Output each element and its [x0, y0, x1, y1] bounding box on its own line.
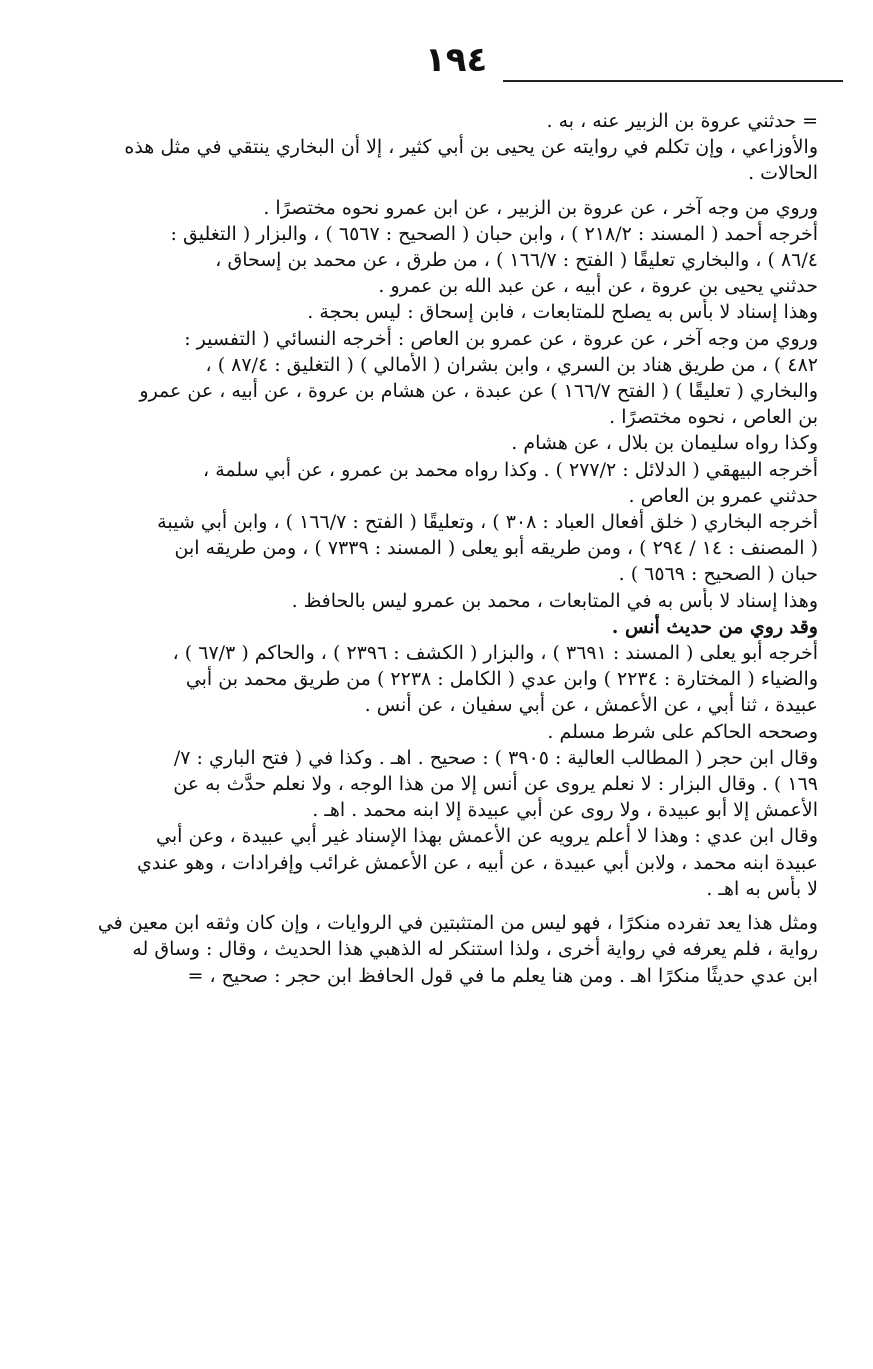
text-line: أخرجه البخاري ( خلق أفعال العباد : ٣٠٨ ) ، وتعليقًا ( الفتح : ١٦٦/٧ ) ، وابن أبي شيبة [157, 511, 818, 534]
paragraph-gap [96, 187, 818, 195]
text-line: حدثني عمرو بن العاص . [628, 484, 818, 507]
text-line: بن العاص ، نحوه مختصرًا . [609, 406, 818, 429]
text-line: ١٦٩ ) . وقال البزار : لا نعلم يروى عن أنس إلا من هذا الوجه ، ولا نعلم حدَّث به عن [173, 773, 818, 796]
text-line: وهذا إسناد لا بأس به يصلح للمتابعات ، فابن إسحاق : ليس بحجة . [307, 301, 818, 324]
text-line: ٤٨٢ ) ، من طريق هناد بن السري ، وابن بشران ( الأمالي ) ( التغليق : ٨٧/٤ ) ، [205, 353, 818, 376]
text-line: وقال ابن حجر ( المطالب العالية : ٣٩٠٥ ) : صحيح . اهـ . وكذا في ( فتح الباري : ٧/ [173, 746, 818, 769]
text-line: وروي من وجه آخر ، عن عروة ، عن عمرو بن العاص : أخرجه النسائي ( التفسير : [184, 327, 818, 350]
text-line: حدثني يحيى بن عروة ، عن أبيه ، عن عبد الله بن عمرو . [378, 275, 818, 298]
text-line: وقال ابن عدي : وهذا لا أعلم يرويه عن الأعمش بهذا الإسناد غير أبي عبيدة ، وعن أبي [156, 825, 818, 848]
text-line: وروي من وجه آخر ، عن عروة بن الزبير ، عن ابن عمرو نحوه مختصرًا . [263, 196, 818, 219]
text-line: الأعمش إلا أبو عبيدة ، ولا روى عن أبي عبيدة إلا ابنه محمد . اهـ . [312, 799, 818, 822]
text-line: حبان ( الصحيح : ٦٥٦٩ ) . [618, 563, 818, 586]
text-line: والأوزاعي ، وإن تكلم في روايته عن يحيى بن أبي كثير ، إلا أن البخاري ينتقي في مثل هذه [124, 136, 818, 159]
text-line: أخرجه البيهقي ( الدلائل : ٢٧٧/٢ ) . وكذا رواه محمد بن عمرو ، عن أبي سلمة ، [203, 458, 818, 481]
header-rule [503, 80, 843, 82]
text-line: = حدثني عروة بن الزبير عنه ، به . [546, 110, 818, 132]
text-line: وصححه الحاكم على شرط مسلم . [547, 720, 818, 743]
text-line: وهذا إسناد لا بأس به في المتابعات ، محمد بن عمرو ليس بالحافظ . [291, 589, 818, 612]
paragraph-gap [96, 902, 818, 910]
body-text [96, 108, 818, 989]
text-line: والبخاري ( تعليقًا ) ( الفتح ١٦٦/٧ ) عن عبدة ، عن هشام بن عروة ، عن أبيه ، عن عمرو [139, 380, 818, 403]
text-line: وكذا رواه سليمان بن بلال ، عن هشام . [511, 432, 818, 455]
text-line: ٨٦/٤ ) ، والبخاري تعليقًا ( الفتح : ١٦٦/٧ ) ، من طرق ، عن محمد بن إسحاق ، [215, 249, 818, 272]
text-line: ابن عدي حديثًا منكرًا اهـ . ومن هنا يعلم ما في قول الحافظ ابن حجر : صحيح ، = [187, 964, 818, 987]
text-line: أخرجه أحمد ( المسند : ٢١٨/٢ ) ، وابن حبان ( الصحيح : ٦٥٦٧ ) ، والبزار ( التغليق : [170, 222, 818, 245]
text-line: رواية ، فلم يعرفه في رواية أخرى ، ولذا استنكر له الذهبي هذا الحديث ، وقال : وساق له [132, 938, 818, 961]
text-line: لا بأس به اهـ . [706, 877, 818, 900]
page-header [80, 40, 844, 100]
text-line: الحالات . [748, 162, 818, 185]
text-line: عبيدة ، ثنا أبي ، عن الأعمش ، عن أبي سفيان ، عن أنس . [364, 694, 818, 717]
text-line: ومثل هذا يعد تفرده منكرًا ، فهو ليس من المتثبتين في الروايات ، وإن كان وثقه ابن معين في [97, 912, 818, 935]
text-line: والضياء ( المختارة : ٢٢٣٤ ) وابن عدي ( الكامل : ٢٢٣٨ ) من طريق محمد بن أبي [185, 668, 818, 691]
page-number: ١٩٤ [425, 40, 488, 80]
text-line: عبيدة ابنه محمد ، ولابن أبي عبيدة ، عن أبيه ، عن الأعمش غرائب وإفرادات ، وهو عندي [137, 851, 818, 874]
text-line: أخرجه أبو يعلى ( المسند : ٣٦٩١ ) ، والبزار ( الكشف : ٢٣٩٦ ) ، والحاكم ( ٦٧/٣ ) ، [172, 642, 818, 665]
section-heading: وقد روي من حديث أنس . [611, 615, 818, 638]
text-line: ( المصنف : ١٤ / ٢٩٤ ) ، ومن طريقه أبو يعلى ( المسند : ٧٣٣٩ ) ، ومن طريقه ابن [174, 537, 818, 560]
